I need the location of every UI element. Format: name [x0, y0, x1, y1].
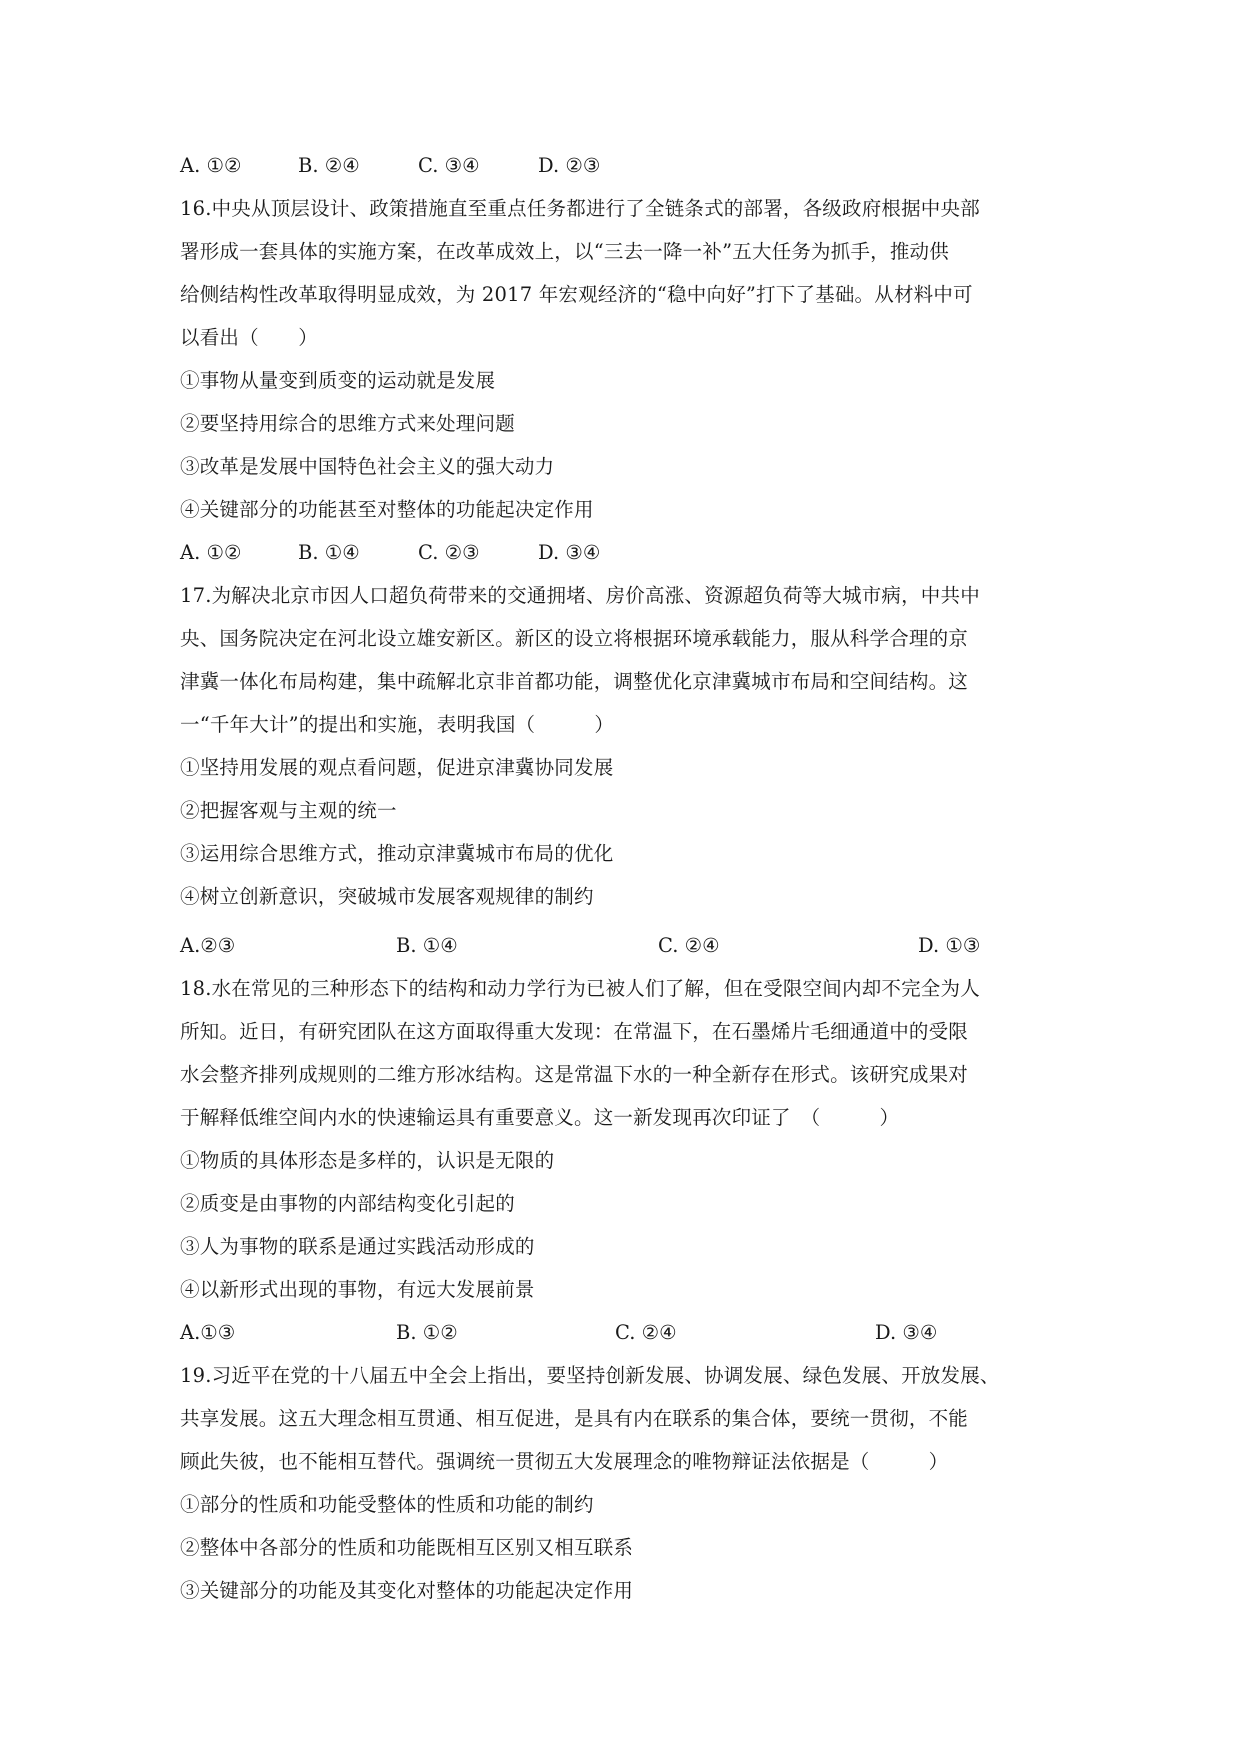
q16-statement: ②要坚持用综合的思维方式来处理问题 — [180, 412, 515, 435]
q18-statement: ①物质的具体形态是多样的，认识是无限的 — [180, 1149, 555, 1172]
q18-stem-line: 所知。近日，有研究团队在这方面取得重大发现：在常温下，在石墨烯片毛细通道中的受限 — [180, 1020, 969, 1043]
q16-stem-line: 以看出（ ） — [180, 326, 318, 349]
q17-stem-line: 央、国务院决定在河北设立雄安新区。新区的设立将根据环境承载能力，服从科学合理的京 — [180, 627, 969, 650]
q15-option-d: D. ②③ — [538, 154, 601, 177]
q18-statement: ④以新形式出现的事物，有远大发展前景 — [180, 1278, 535, 1301]
q18-statement: ③人为事物的联系是通过实践活动形成的 — [180, 1235, 535, 1258]
q16-option-c: C. ②③ — [418, 541, 480, 564]
q17-option-b: B. ①④ — [396, 934, 458, 957]
q17-stem-line: 一“千年大计”的提出和实施，表明我国（ ） — [180, 713, 615, 736]
q17-option-d: D. ①③ — [918, 934, 981, 957]
q19-statement: ③关键部分的功能及其变化对整体的功能起决定作用 — [180, 1579, 634, 1602]
q16-statement: ④关键部分的功能甚至对整体的功能起决定作用 — [180, 498, 594, 521]
q18-option-a: A.①③ — [180, 1321, 236, 1344]
q17-stem-line: 17.为解决北京市因人口超负荷带来的交通拥堵、房价高涨、资源超负荷等大城市病，中共中 — [180, 584, 980, 607]
q18-statement: ②质变是由事物的内部结构变化引起的 — [180, 1192, 515, 1215]
q16-option-a: A. ①② — [180, 541, 242, 564]
q18-option-b: B. ①② — [396, 1321, 458, 1344]
q17-stem-line: 津冀一体化布局构建，集中疏解北京非首都功能，调整优化京津冀城市布局和空间结构。这 — [180, 670, 969, 693]
q19-stem-line: 顾此失彼，也不能相互替代。强调统一贯彻五大发展理念的唯物辩证法依据是（ ） — [180, 1450, 949, 1473]
q18-option-c: C. ②④ — [615, 1321, 677, 1344]
q16-statement: ③改革是发展中国特色社会主义的强大动力 — [180, 455, 555, 478]
q19-statement: ①部分的性质和功能受整体的性质和功能的制约 — [180, 1493, 594, 1516]
q17-statement: ②把握客观与主观的统一 — [180, 799, 397, 822]
q18-option-d: D. ③④ — [875, 1321, 938, 1344]
q18-stem-line: 水会整齐排列成规则的二维方形冰结构。这是常温下水的一种全新存在形式。该研究成果对 — [180, 1063, 969, 1086]
q15-option-c: C. ③④ — [418, 154, 480, 177]
q17-option-c: C. ②④ — [658, 934, 720, 957]
q17-statement: ①坚持用发展的观点看问题，促进京津冀协同发展 — [180, 756, 614, 779]
q16-option-b: B. ①④ — [298, 541, 360, 564]
q17-option-a: A.②③ — [180, 934, 236, 957]
q16-stem-line: 署形成一套具体的实施方案，在改革成效上，以“三去一降一补”五大任务为抓手，推动供 — [180, 240, 949, 263]
q19-statement: ②整体中各部分的性质和功能既相互区别又相互联系 — [180, 1536, 634, 1559]
q15-option-a: A. ①② — [180, 154, 242, 177]
q19-stem-line: 共享发展。这五大理念相互贯通、相互促进，是具有内在联系的集合体，要统一贯彻，不能 — [180, 1407, 969, 1430]
q19-stem-line: 19.习近平在党的十八届五中全会上指出，要坚持创新发展、协调发展、绿色发展、开放发展、 — [180, 1364, 1000, 1387]
q15-option-b: B. ②④ — [298, 154, 360, 177]
q17-statement: ④树立创新意识，突破城市发展客观规律的制约 — [180, 885, 594, 908]
q18-stem-line: 18.水在常见的三种形态下的结构和动力学行为已被人们了解，但在受限空间内却不完全为人 — [180, 977, 980, 1000]
q16-stem-line: 给侧结构性改革取得明显成效，为 2017 年宏观经济的“稳中向好”打下了基础。从材料中可 — [180, 283, 973, 306]
q17-statement: ③运用综合思维方式，推动京津冀城市布局的优化 — [180, 842, 614, 865]
q16-statement: ①事物从量变到质变的运动就是发展 — [180, 369, 496, 392]
q16-option-d: D. ③④ — [538, 541, 601, 564]
q16-stem-line: 16.中央从顶层设计、政策措施直至重点任务都进行了全链条式的部署，各级政府根据中央部 — [180, 197, 980, 220]
q18-stem-line: 于解释低维空间内水的快速输运具有重要意义。这一新发现再次印证了 （ ） — [180, 1106, 900, 1129]
